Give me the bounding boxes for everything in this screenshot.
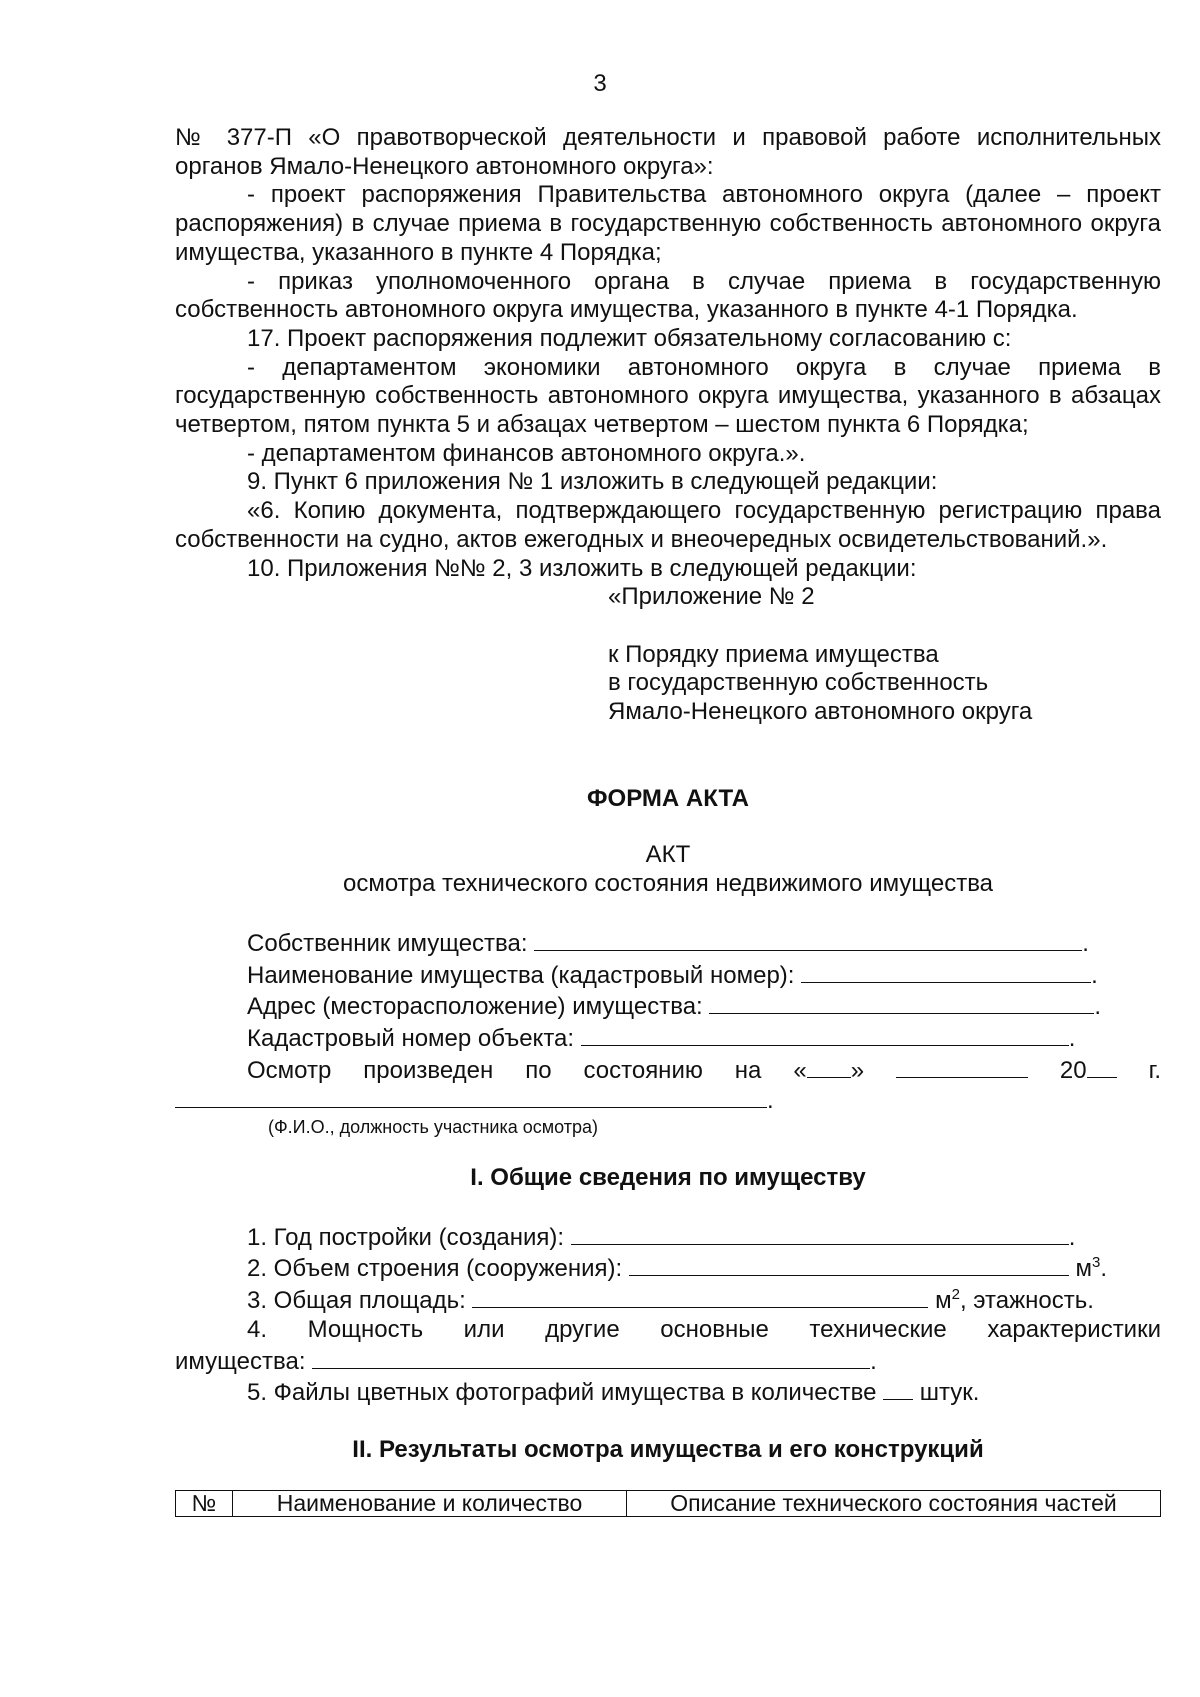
date-day-blank[interactable] xyxy=(807,1054,851,1078)
appendix-number: «Приложение № 2 xyxy=(608,583,815,611)
item-characteristics-cont: имущества: . xyxy=(175,1345,1161,1377)
field-owner-label: Собственник имущества: xyxy=(247,929,528,957)
field-cadastral: Кадастровый номер объекта: . xyxy=(175,1022,1161,1054)
appendix-header xyxy=(608,583,1161,727)
item-volume-blank[interactable] xyxy=(629,1252,1069,1276)
item-year-built-blank[interactable] xyxy=(571,1221,1069,1245)
field-cadastral-blank[interactable] xyxy=(581,1022,1069,1046)
field-address-label: Адрес (месторасположение) имущества: xyxy=(247,993,703,1021)
item-photos: 5. Файлы цветных фотографий имущества в количестве штук. xyxy=(175,1376,1161,1408)
item-characteristics-blank[interactable] xyxy=(312,1345,870,1369)
appendix-line-2: к Порядку приема имущества xyxy=(608,640,939,668)
paragraph-17: 17. Проект распоряжения подлежит обязательному согласованию с: xyxy=(247,324,1012,352)
act-fields xyxy=(175,927,1161,1138)
date-month-blank[interactable] xyxy=(896,1054,1028,1078)
paragraph-resolution-ref: № 377-П «О правотворческой деятельности и правовой работе исполнительных органов Ямало-Ненецкого автономного округа»: xyxy=(175,124,1161,180)
paragraph-9: 9. Пункт 6 приложения № 1 изложить в следующей редакции: xyxy=(247,468,938,496)
field-cadastral-label: Кадастровый номер объекта: xyxy=(247,1024,575,1052)
paragraph-draft-order: - проект распоряжения Правительства автономного округа (далее – проект распоряжения) в случае приема в государственную собственность автономного округа имущества, указанного в пункте 4 Порядка; xyxy=(175,181,1161,266)
appendix-line-3: в государственную собственность xyxy=(608,669,989,697)
field-address: Адрес (месторасположение) имущества: . xyxy=(175,990,1161,1022)
act-subtitle: осмотра технического состояния недвижимого имущества xyxy=(342,870,994,898)
field-inspection-date: Осмотр произведен по состоянию на « » 20 г. xyxy=(175,1054,1161,1086)
fio-caption: (Ф.И.О., должность участника осмотра) xyxy=(268,1117,599,1138)
field-name-label: Наименование имущества (кадастровый номер): xyxy=(247,961,795,989)
field-owner-blank[interactable] xyxy=(534,927,1082,951)
appendix-line-4: Ямало-Ненецкого автономного округа xyxy=(608,698,1033,726)
item-characteristics: 4. Мощность или другие основные технические характеристики xyxy=(247,1315,1161,1343)
table-header-row xyxy=(176,1490,1161,1516)
date-day: « » xyxy=(793,1057,864,1084)
table-header-description: Описание технического состояния частей xyxy=(627,1490,1161,1516)
field-owner: Собственник имущества: . xyxy=(175,927,1161,959)
act-title: АКТ xyxy=(645,841,691,869)
item-year-built: 1. Год постройки (создания): . xyxy=(175,1221,1161,1253)
form-title: ФОРМА АКТА xyxy=(587,784,749,812)
page-number: 3 xyxy=(593,70,607,97)
section-2-title: II. Результаты осмотра имущества и его конструкций xyxy=(352,1436,984,1463)
paragraph-economy-dept: - департаментом экономики автономного округа в случае приема в государственную собственность автономного округа имущества, указанного в абзацах четвертом, пятом пункта 5 и абзацах четвертом – шестом пункта 6 Порядка; xyxy=(175,353,1161,439)
table-header-number: № xyxy=(176,1490,233,1516)
item-volume: 2. Объем строения (сооружения): $м^3$. xyxy=(247,1254,1108,1283)
field-address-blank[interactable] xyxy=(709,990,1094,1014)
field-name: Наименование имущества (кадастровый номер): . xyxy=(175,959,1161,991)
inspection-results-table xyxy=(175,1490,1161,1517)
document-body xyxy=(175,124,1161,1517)
field-fio: . xyxy=(175,1085,1161,1116)
paragraph-6-text: «6. Копию документа, подтверждающего государственную регистрацию права собственности на судно, актов ежегодных и внеочередных освидетельствований.». xyxy=(175,497,1161,553)
section-1-title: I. Общие сведения по имуществу xyxy=(470,1164,866,1192)
paragraph-10: 10. Приложения №№ 2, 3 изложить в следующей редакции: xyxy=(247,554,917,582)
date-year-blank[interactable] xyxy=(1087,1054,1117,1078)
item-photos-blank[interactable] xyxy=(883,1376,913,1400)
date-year: 20 xyxy=(1060,1057,1117,1084)
paragraph-order: - приказ уполномоченного органа в случае приема в государственную собственность автономного округа имущества, указанного в пункте 4-1 Порядка. xyxy=(175,267,1161,324)
item-area-blank[interactable] xyxy=(472,1284,928,1308)
fio-blank[interactable] xyxy=(175,1085,767,1108)
item-area: 3. Общая площадь: $м^2$, этажность. xyxy=(247,1286,1094,1315)
field-name-blank[interactable] xyxy=(801,959,1091,983)
table-header-name: Наименование и количество xyxy=(233,1490,627,1516)
paragraph-finance-dept: - департаментом финансов автономного округа.». xyxy=(247,439,806,467)
